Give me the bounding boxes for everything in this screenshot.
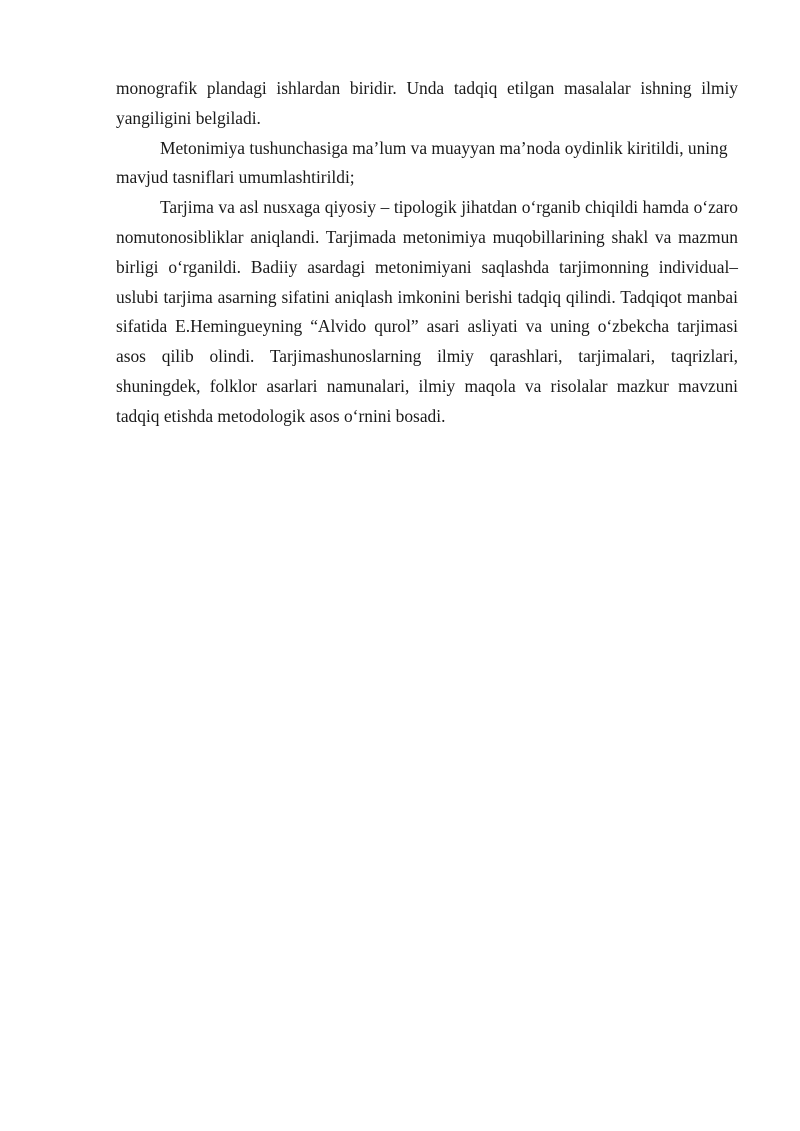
document-body xyxy=(116,74,738,432)
paragraph-1: monografik plandagi ishlardan biridir. Unda tadqiq etilgan masalalar ishning ilmiy yangiligini belgiladi. xyxy=(116,78,738,128)
paragraph-2: Metonimiya tushunchasiga ma’lum va muayyan ma’noda oydinlik kiritildi, uning mavjud tasniflari umumlashtirildi; xyxy=(116,137,728,188)
paragraph-3: Tarjima va asl nusxaga qiyosiy – tipologik jihatdan o‘rganib chiqildi hamda o‘zaro nomutonosibliklar aniqlandi. Tarjimada metonimiya muqobillarining shakl va mazmun birligi o‘rganildi. Badiiy asardagi metonimiyani saqlashda tarjimonning individual– uslubi tarjima asarning sifatini aniqlash imkonini berishi tadqiq qilindi. Tadqiqot manbai sifatida E.Hemingueyning “Alvido qurol” asari asliyati va uning o‘zbekcha tarjimasi asos qilib olindi. Tarjimashunoslarning ilmiy qarashlari, tarjimalari, taqrizlari, shuningdek, folklor asarlari namunalari, ilmiy maqola va risolalar mazkur mavzuni tadqiq etishda metodologik asos o‘rnini bosadi. xyxy=(116,197,738,426)
